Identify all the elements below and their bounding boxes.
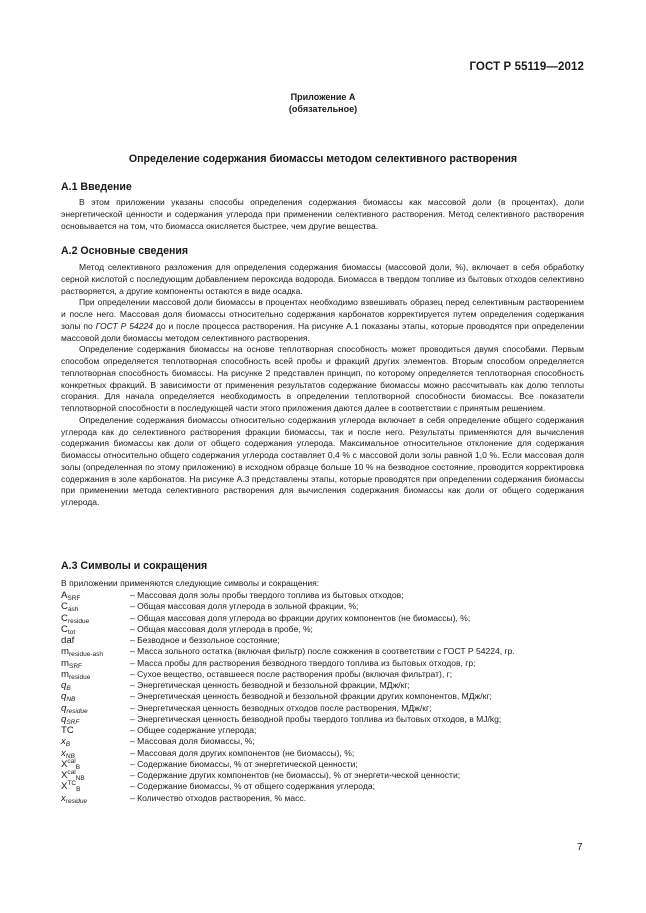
symbol-subscript: residue	[67, 617, 90, 625]
symbol-base: m	[61, 668, 69, 680]
symbol	[61, 793, 130, 804]
symbol-base: C	[61, 601, 68, 613]
symbol-subscript: B	[66, 685, 71, 692]
symbol	[61, 781, 130, 792]
symbol-row	[61, 748, 601, 759]
symbol-base: x	[61, 736, 66, 748]
symbol-base: m	[61, 657, 69, 669]
text-run: При определении массовой доли биомассы в процентах необходимо взвешивать образец перед селективным растворением и после него. Массовая доля биомассы относительно содержания карбонатов корректируется путем определения содержания золы по	[61, 297, 584, 331]
symbol	[61, 624, 130, 635]
symbol-base: x	[61, 747, 66, 759]
symbol-row	[61, 590, 601, 601]
symbol	[61, 658, 130, 669]
symbol-subscript: SRF	[69, 662, 82, 670]
symbol	[61, 703, 130, 714]
symbol-base: m	[61, 646, 69, 658]
paragraph	[61, 297, 584, 344]
symbol-row	[61, 703, 601, 714]
symbol-base: q	[61, 702, 67, 714]
section-heading-a3: А.3 Символы и сокращения	[61, 560, 208, 572]
symbol-subscript: residue	[69, 673, 91, 681]
symbol-description: – Массовая доля биомассы, %;	[130, 736, 255, 747]
symbol-subscript: B	[65, 741, 71, 749]
symbol	[61, 691, 130, 702]
symbol-description: – Сухое вещество, оставшееся после растворения пробы (включая фильтрат), г;	[130, 668, 453, 679]
symbol-base: q	[61, 691, 67, 703]
section-a1-body	[61, 197, 584, 232]
symbols-list	[61, 590, 601, 804]
symbol-superscript: cal	[67, 757, 76, 765]
symbol-subscript: NB	[75, 775, 85, 782]
symbol-description: – Массовая доля золы пробы твердого топлива из бытовых отходов;	[130, 590, 404, 600]
symbol-row	[61, 624, 601, 635]
symbol	[61, 590, 130, 601]
symbols-intro: В приложении применяются следующие символы и сокращения:	[61, 578, 320, 588]
appendix-title: Приложение А	[290, 92, 356, 102]
symbol-row	[61, 759, 601, 770]
document-code: ГОСТ Р 55119—2012	[469, 61, 584, 73]
symbol-description: – Содержание биомассы, % от энергетической ценности;	[130, 758, 358, 769]
symbol-row	[61, 725, 601, 736]
symbol-description: – Энергетическая ценность безводной и беззольной фракции, МДж/кг;	[130, 680, 410, 690]
symbol-base: X	[61, 781, 68, 793]
standard-reference: ГОСТ Р 54224	[95, 320, 153, 331]
symbol-base: C	[61, 623, 68, 635]
appendix-status: (обязательное)	[288, 104, 358, 114]
symbol	[61, 680, 130, 691]
symbol-subscript: residue	[65, 797, 88, 805]
symbol	[61, 613, 130, 624]
symbol-description: – Масса пробы для растворения безводного твердого топлива из бытовых отходов, гр;	[130, 657, 476, 668]
symbol-description: – Содержание других компонентов (не биомассы), % от энергети-ческой ценности;	[130, 770, 461, 780]
paragraph: Метод селективного разложения для определения содержания биомассы (массовой доли, %), включает в себя обработку серной кислотой с последующим добавлением пероксида водорода. Биомасса в твердом топливе из бытовых отходов селективно растворяется, а другие компоненты остаются в виде осадка.	[61, 262, 584, 296]
symbol-row	[61, 613, 601, 624]
symbol-row	[61, 635, 601, 646]
symbol-description: – Масса зольного остатка (включая фильтр) после сожжения в соответствии с ГОСТ Р 54224, гр.	[130, 646, 515, 657]
symbol-base: A	[61, 590, 68, 601]
symbol-description: – Общая массовая доля углерода в пробе, %;	[130, 623, 313, 634]
symbol-row	[61, 669, 601, 680]
symbol-subscript: ash	[67, 606, 79, 614]
symbol	[61, 725, 130, 736]
symbol-base: TC	[61, 725, 74, 736]
symbol-subscript: SRF	[66, 718, 80, 726]
symbol-row	[61, 691, 601, 702]
symbol-description: – Общая массовая доля углерода в зольной фракции, %;	[130, 601, 359, 612]
symbol-description: – Энергетическая ценность безводных отходов после растворения, МДж/кг;	[130, 702, 432, 713]
symbol-row	[61, 601, 601, 612]
symbol-description: – Массовая доля других компонентов (не биомассы), %;	[130, 747, 355, 758]
section-a2-body	[61, 262, 584, 509]
symbol-superscript: TC	[67, 780, 77, 788]
symbol-description: – Общее содержание углерода;	[130, 725, 257, 735]
symbol-row	[61, 680, 601, 691]
symbol-subscript: tot	[67, 628, 76, 636]
paragraph: Определение содержания биомассы на основе теплотворная способность может проводиться двумя способами. Первым способом определяется теплотворная способность всей пробы и фракций других элементов. Вторым способом определяется теплотворная способность биомассы. На рисунке 2 представлен принцип, по которому определяется теплотворная способность конкретных фракций. В зависимости от применения результатов содержание биомассы можно рассчитывать как долю теплоты сгорания. Для начала определяется необходимость в определении теплотворной способности биомассы. Все показатели теплотворной способности в последующей части этого приложения даются далее в соответствии с принятым решением.	[61, 344, 584, 413]
symbol-description: – Количество отходов растворения, % масс.	[130, 792, 307, 803]
symbol	[61, 646, 130, 657]
symbol-description: – Безводное и беззольное состояние;	[130, 635, 280, 645]
symbol-row	[61, 658, 601, 669]
symbol-subscript: B	[76, 786, 81, 794]
symbol-row	[61, 714, 601, 725]
paragraph: В этом приложении указаны способы определения содержания биомассы как массовой доли (в процентах), доли энергетической ценности и содержания углерода при применении селективного растворения. Метод селективного растворения основывается на том, что биомасса окисляется быстрее, чем другие вещества.	[61, 197, 584, 231]
symbol	[61, 601, 130, 612]
paragraph: Определение содержания биомассы относительно содержания углерода включает в себя определение общего содержания углерода как до селективного растворения фракции биомассы, так и после него. Результаты применяются для вычисления содержания биомассы как доли от общего содержания углерода. Максимальное относительное отклонение для содержания биомассы относительно общего содержания углерода составляет 0,4 % с массовой доли золы равной 1,0 %. Если массовая доля золы (определенная по этому приложению) в исходном образце больше 10 % на безводное состояние, проводится корректировка содержания в золе карбонатов. На рисунке А.3 представлены этапы, которые проводятся при определении содержания биомассы при применении метода селективного растворения для вычисления содержания биомассы как доли от общего содержания углерода.	[61, 414, 584, 507]
symbol-base: daf	[61, 635, 75, 646]
symbol-description: – Содержание биомассы, % от общего содержания углерода;	[130, 781, 375, 792]
symbol-base: C	[61, 612, 68, 624]
symbol-description: – Энергетическая ценность безводной и беззольной фракции других компонентов, МДж/кг;	[130, 691, 492, 702]
symbol-subscript: SRF	[67, 595, 81, 602]
symbol-superscript: cal	[67, 769, 76, 776]
symbol	[61, 669, 130, 680]
symbol	[61, 635, 130, 646]
text-run: до и после процесса растворения. На рисунке А.1 показаны этапы, которые проводятся при определении массовой доли биомассы методом селективного растворения.	[61, 320, 584, 343]
symbol-base: q	[61, 680, 67, 691]
page-number: 7	[577, 842, 583, 853]
symbol-subscript: B	[75, 763, 81, 771]
symbol-row	[61, 770, 601, 781]
symbol-row	[61, 646, 601, 657]
section-heading-a2: А.2 Основные сведения	[61, 245, 189, 257]
document-title: Определение содержания биомассы методом селективного растворения	[128, 153, 518, 165]
symbol-subscript: residue-ash	[69, 651, 103, 659]
symbol	[61, 736, 130, 747]
symbol-row	[61, 736, 601, 747]
section-heading-a1: А.1 Введение	[61, 181, 132, 193]
symbol-subscript: NB	[66, 696, 76, 704]
symbol-row	[61, 781, 601, 792]
symbol-subscript: residue	[66, 707, 88, 715]
symbol-subscript: NB	[65, 752, 75, 760]
symbol-description: – Энергетическая ценность безводной пробы твердого топлива из бытовых отходов, в MJ/kg;	[130, 713, 502, 724]
symbol-base: X	[61, 770, 68, 781]
symbol	[61, 714, 130, 725]
symbol-base: x	[61, 792, 66, 804]
symbol-base: q	[61, 713, 67, 725]
symbol-description: – Общая массовая доля углерода во фракции других компонентов (не биомассы), %;	[130, 612, 471, 623]
symbol-base: X	[61, 758, 68, 770]
symbol-row	[61, 793, 601, 804]
